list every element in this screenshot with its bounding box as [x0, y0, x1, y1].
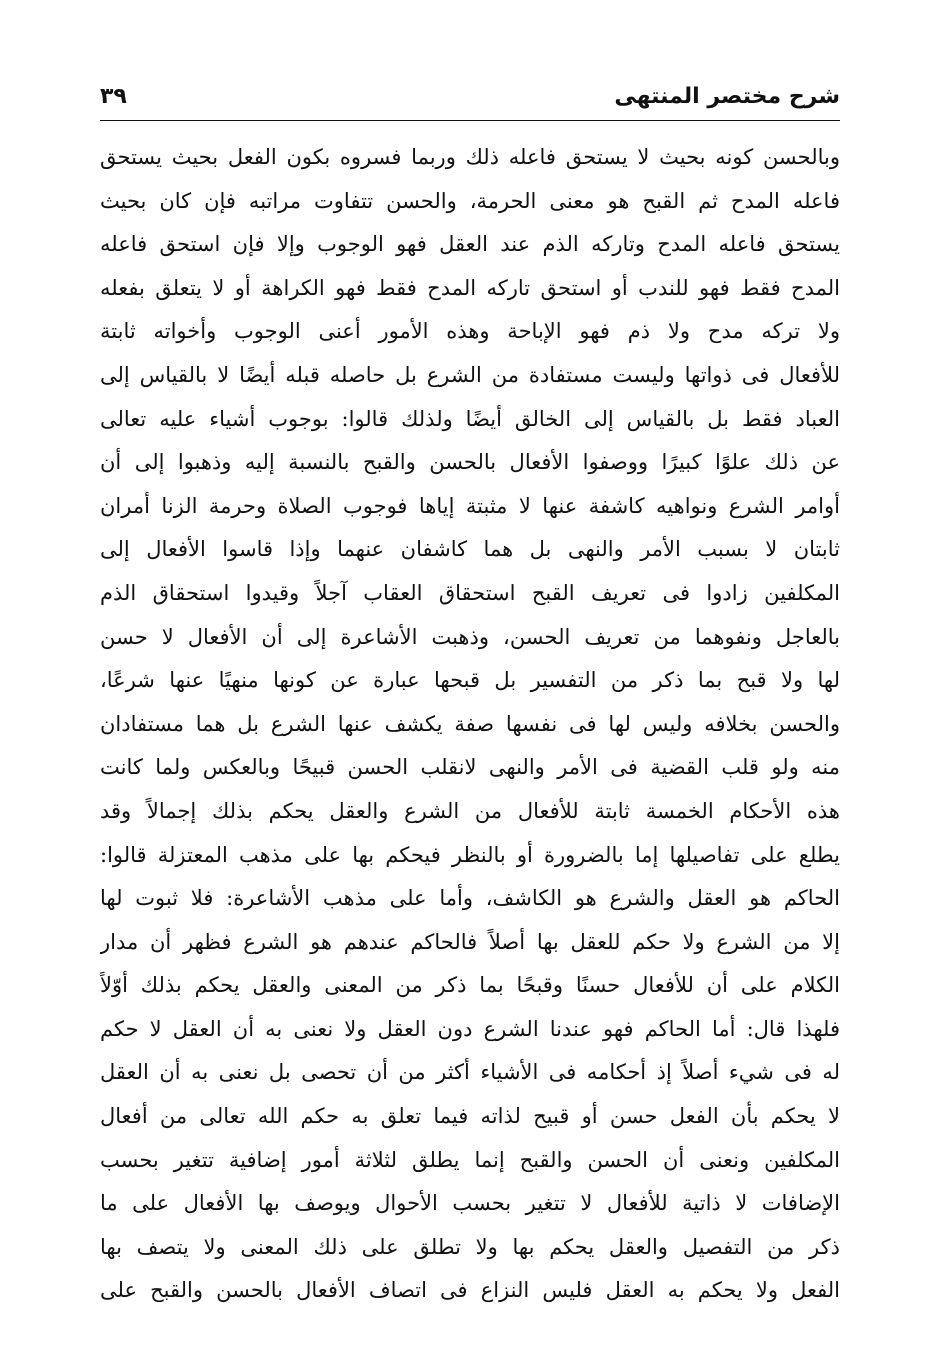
text-line: الإضافات لا ذاتية للأفعال لا تتغير بحسب الأحوال ويوصف بها الأفعال على ما [100, 1191, 840, 1216]
running-title: شرح مختصر المنتهى [614, 84, 840, 109]
text-line: يطلع على تفاصيلها إما بالضرورة أو بالنظر فيحكم بها على مذهب المعتزلة قالوا: [100, 842, 840, 867]
text-line: لا يحكم بأن الفعل حسن أو قبيح لذاته فيما تعلق به حكم الله تعالى من أفعال [100, 1104, 840, 1129]
text-line: أوامر الشرع ونواهيه كاشفة عنها لا مثبتة إياها فوجوب الصلاة وحرمة الزنا أمران [100, 493, 840, 518]
text-line: المكلفين ونعنى أن الحسن والقبح إنما يطلق لثلاثة أمور إضافية تتغير بحسب [100, 1147, 840, 1172]
text-line: له فى شيء أصلاً إذ أحكامه فى الأشياء أكثر من أن تحصى بل نعنى به أن العقل [100, 1060, 840, 1085]
text-line: المدح فقط فهو للندب أو استحق تاركه المدح فقط فهو الكراهة أو لا يتعلق بفعله [100, 275, 840, 300]
text-line: إلا من الشرع ولا حكم للعقل بها أصلاً فالحاكم عندهم هو الشرع فظهر أن مدار [100, 929, 840, 954]
text-line: هذه الأحكام الخمسة ثابتة للأفعال من الشرع والعقل يحكم بذلك إجمالاً وقد [100, 798, 840, 823]
text-line: العباد فقط بل بالقياس إلى الخالق أيضًا ولذلك قالوا: بوجوب أشياء عليه تعالى [100, 406, 840, 431]
body-text [100, 136, 840, 1313]
text-line: منه ولو قلب القضية فى الأمر والنهى لانقلب الحسن قبيحًا وبالعكس ولما كانت [100, 755, 840, 780]
text-line: والحسن بخلافه وليس لها فى نفسها صفة يكشف عنها الشرع بل هما مستفادان [100, 711, 840, 736]
text-line: لها ولا قبح بما ذكر من التفسير بل قبحها عبارة عن كونها منهيًا عنها شرعًا، [100, 668, 840, 693]
text-line: الفعل ولا يحكم به العقل فليس النزاع فى اتصاف الأفعال بالحسن والقبح على [100, 1278, 840, 1303]
text-line: الحاكم هو العقل والشرع هو الكاشف، وأما على مذهب الأشاعرة: فلا ثبوت لها [100, 886, 840, 911]
text-line: ذكر من التفصيل والعقل يحكم بها ولا تطلق على ذلك المعنى ولا يتصف بها [100, 1234, 840, 1259]
text-line: فاعله المدح ثم القبح هو معنى الحرمة، والحسن تتفاوت مراتبه فإن كان بحيث [100, 188, 840, 213]
page-number: ٣٩ [100, 84, 127, 109]
text-line: ولا تركه مدح ولا ذم فهو الإباحة وهذه الأمور أعنى الوجوب وأخواته ثابتة [100, 319, 840, 344]
text-line: ثابتان لا بسبب الأمر والنهى بل هما كاشفان عنهما وإذا قاسوا الأفعال إلى [100, 537, 840, 562]
page-header [100, 80, 840, 118]
header-divider [100, 120, 840, 121]
text-line: عن ذلك علوًا كبيرًا ووصفوا الأفعال بالحسن والقبح بالنسبة إليه وذهبوا إلى أن [100, 450, 840, 475]
text-line: وبالحسن كونه بحيث لا يستحق فاعله ذلك وربما فسروه بكون الفعل بحيث يستحق [100, 145, 840, 169]
text-line: للأفعال فى ذواتها وليست مستفادة من الشرع بل حاصله قبله أيضًا لا بالقياس إلى [100, 362, 840, 387]
text-line: بالعاجل ونفوهما من تعريف الحسن، وذهبت الأشاعرة إلى أن الأفعال لا حسن [100, 624, 840, 649]
text-line: المكلفين زادوا فى تعريف القبح استحقاق العقاب آجلاً وقيدوا استحقاق الذم [100, 580, 840, 605]
text-line: الكلام على أن للأفعال حسنًا وقبحًا بما ذكر من المعنى والعقل يحكم بذلك أوّلاً [100, 973, 840, 998]
text-line: يستحق فاعله المدح وتاركه الذم عند العقل فهو الوجوب وإلا فإن استحق فاعله [100, 232, 840, 257]
text-line: فلهذا قال: أما الحاكم فهو عندنا الشرع دون العقل ولا نعنى به أن العقل لا حكم [100, 1016, 840, 1041]
